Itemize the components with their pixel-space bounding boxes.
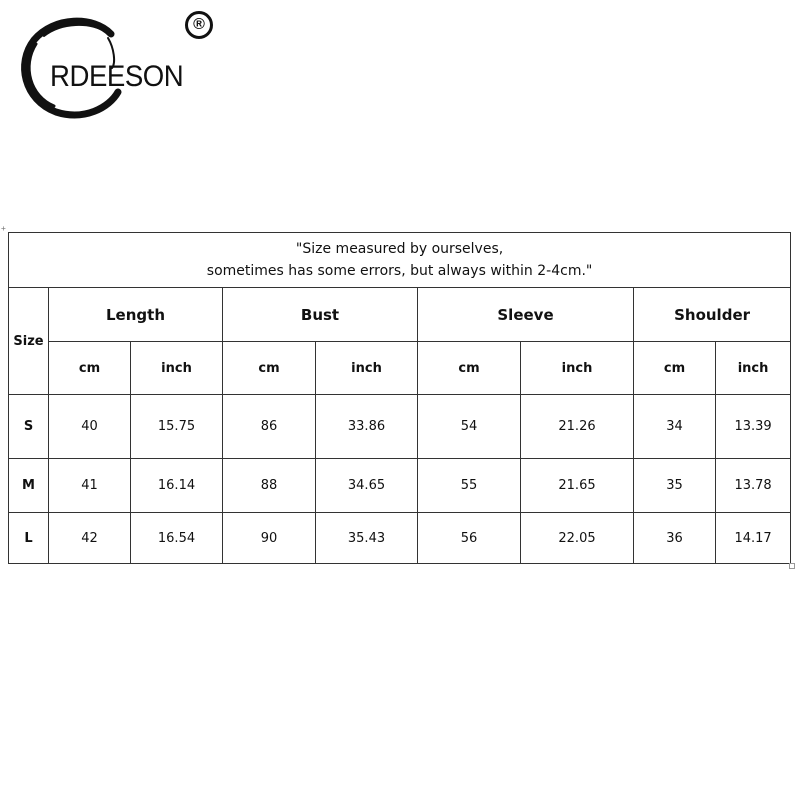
table-cell: 40 <box>49 395 131 459</box>
size-column-header: Size <box>9 288 49 395</box>
table-row <box>9 459 791 513</box>
size-chart-table <box>8 232 791 564</box>
table-cell: 88 <box>223 459 316 513</box>
table-cell: 34 <box>634 395 716 459</box>
unit-header: inch <box>316 342 418 395</box>
unit-header: cm <box>49 342 131 395</box>
table-cell: 16.14 <box>131 459 223 513</box>
table-cell: 34.65 <box>316 459 418 513</box>
table-cell: 41 <box>49 459 131 513</box>
length-header: Length <box>49 288 223 342</box>
table-cell: 13.39 <box>716 395 791 459</box>
table-move-handle-icon: + <box>1 224 6 233</box>
table-cell: 86 <box>223 395 316 459</box>
table-cell: 13.78 <box>716 459 791 513</box>
brand-logo <box>14 8 214 123</box>
table-cell: 15.75 <box>131 395 223 459</box>
table-cell: 35 <box>634 459 716 513</box>
table-cell: 21.65 <box>521 459 634 513</box>
brand-name: RDEESON <box>50 60 184 93</box>
table-cell: 14.17 <box>716 513 791 564</box>
table-resize-handle-icon <box>789 563 795 569</box>
table-row <box>9 513 791 564</box>
table-cell: 22.05 <box>521 513 634 564</box>
unit-header: inch <box>131 342 223 395</box>
unit-header: cm <box>634 342 716 395</box>
table-cell: 90 <box>223 513 316 564</box>
note-line-1: "Size measured by ourselves, <box>295 241 504 257</box>
table-cell: 54 <box>418 395 521 459</box>
table-cell: 35.43 <box>316 513 418 564</box>
size-label: L <box>9 513 49 564</box>
table-cell: 21.26 <box>521 395 634 459</box>
size-label: S <box>9 395 49 459</box>
table-cell: 55 <box>418 459 521 513</box>
table-cell: 42 <box>49 513 131 564</box>
table-cell: 36 <box>634 513 716 564</box>
unit-header: cm <box>223 342 316 395</box>
sleeve-header: Sleeve <box>418 288 634 342</box>
unit-header: cm <box>418 342 521 395</box>
unit-header: inch <box>521 342 634 395</box>
note-line-2: sometimes has some errors, but always within 2-4cm." <box>206 263 593 279</box>
shoulder-header: Shoulder <box>634 288 791 342</box>
size-label: M <box>9 459 49 513</box>
registered-trademark-icon: ® <box>185 11 213 39</box>
measurement-note <box>9 233 791 288</box>
table-cell: 16.54 <box>131 513 223 564</box>
table-cell: 33.86 <box>316 395 418 459</box>
unit-header: inch <box>716 342 791 395</box>
bust-header: Bust <box>223 288 418 342</box>
table-row <box>9 395 791 459</box>
table-cell: 56 <box>418 513 521 564</box>
